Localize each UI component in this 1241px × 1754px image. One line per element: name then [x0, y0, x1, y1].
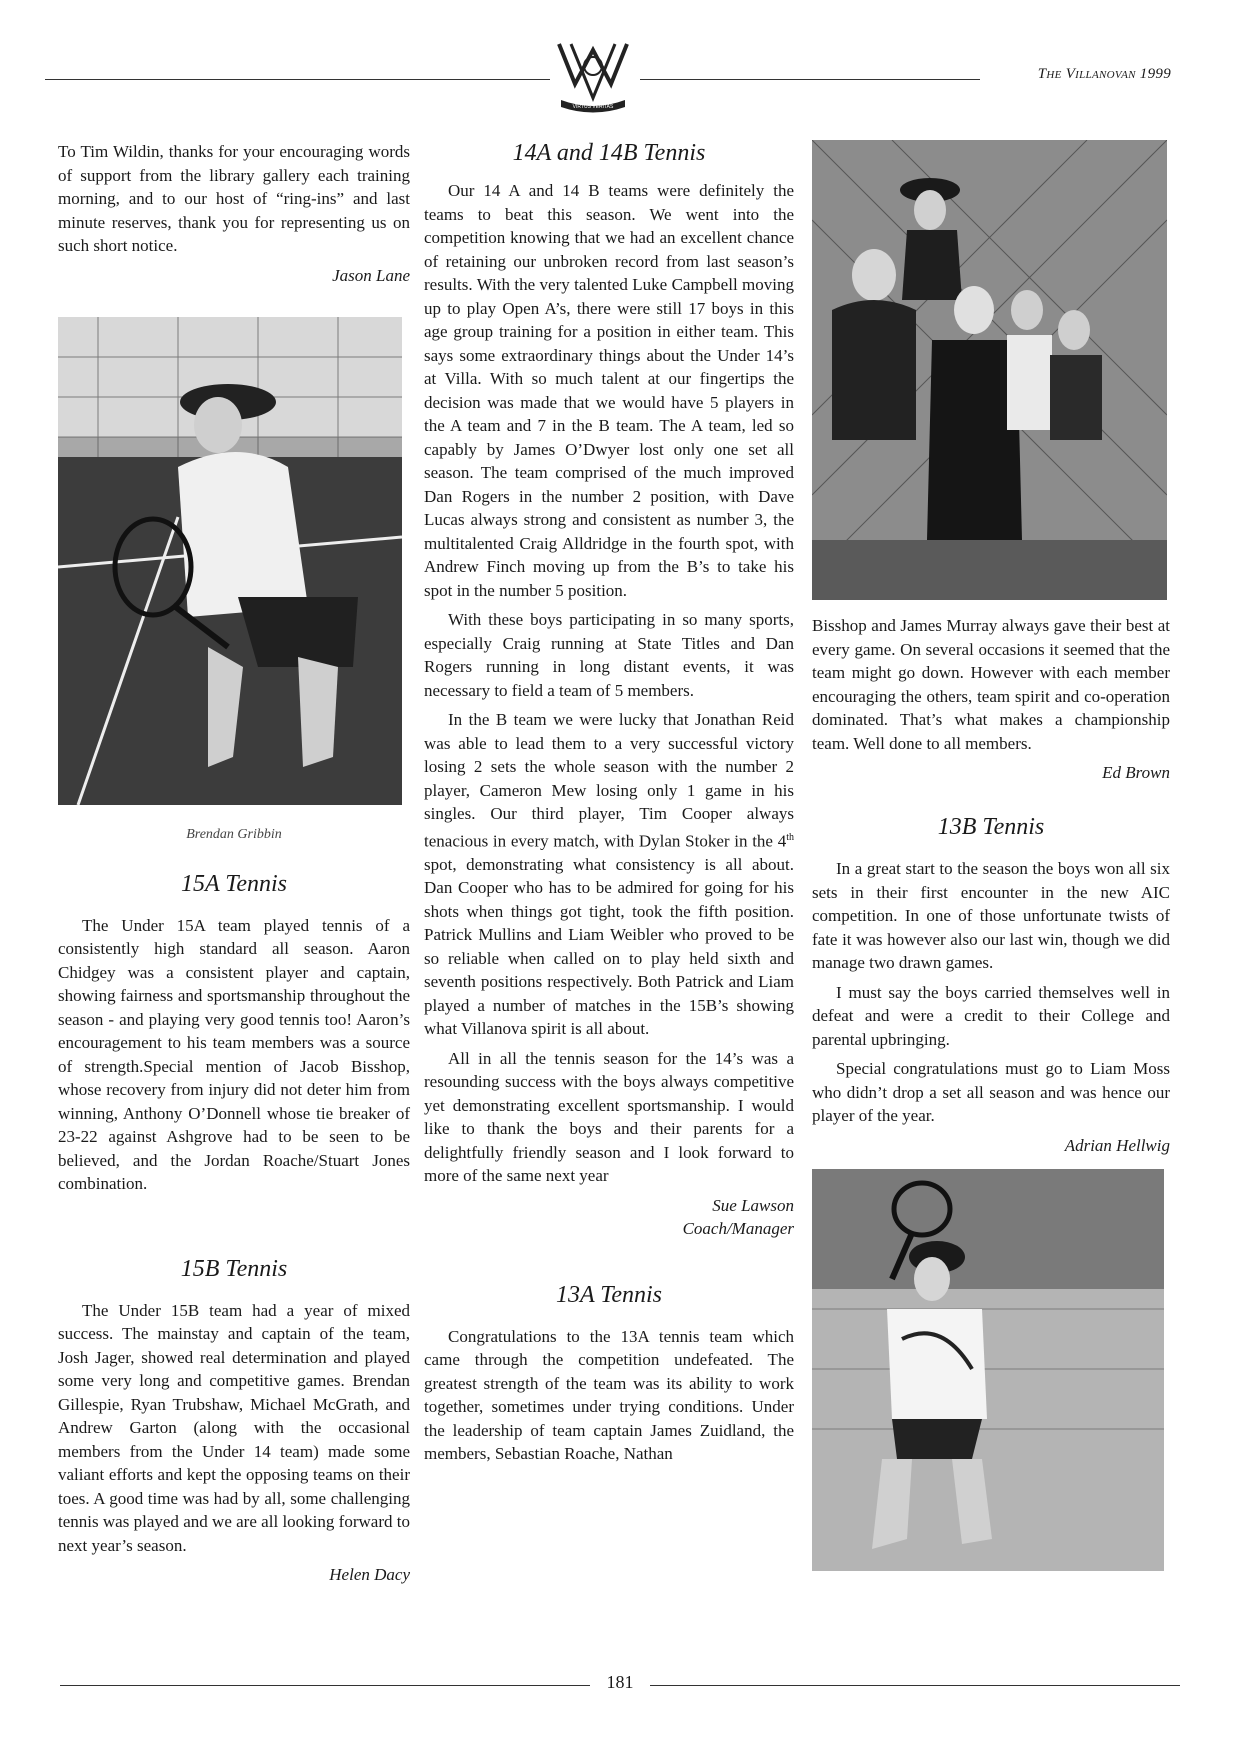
author-13b: Adrian Hellwig [1064, 1135, 1170, 1155]
paragraph-14-3b: spot, demonstrating what consistency is all about. Dan Cooper who has to be admired for going for his shots when things got tight, took the fifth position. Patrick Mullins and Liam Weibler who proved to be so reliable when called on to play held sixth and seventh positions respectively. Both Patrick and Liam played a number of matches in the 15B’s showing what Villanova spirit is all about. [424, 854, 794, 1039]
publication-title: The Villanovan [1037, 66, 1136, 82]
author-14-role: Coach/Manager [682, 1218, 794, 1238]
author-15b: Helen Dacy [329, 1565, 410, 1584]
paragraph-14-2: With these boys participating in so many sports, especially Craig running at State Titles and Dan Rogers running in long distant events, it was necessary to field a team of 5 members. [424, 610, 794, 700]
paragraph-14-1: Our 14 A and 14 B teams were definitely the teams to beat this season. We went into the competition knowing that we had an excellent chance of retaining our unbroken record from last season’s results. With the very talented Luke Campbell moving up to play Open A’s, there were still 17 boys in this age group training for a position in either team. This says some extraordinary things about the Under 14’s at Villa. With so much talent at our fingertips the decision was made that we would have 5 players in the A team and 7 in the B team. The A team, led so capably by James O’Dwyer lost only one set all season. The team comprised of the much improved Dan Rogers in the number 2 position, with Dave Lucas always strong and consistent as number 3, the multitalented Craig Alldridge in the fourth spot, with Andrew Finch moving up from the B’s to take his spot in the number 5 position. [424, 181, 794, 600]
photo-14-team-group [812, 140, 1167, 600]
paragraph-14-3 [424, 708, 794, 1041]
paragraph-15b: The Under 15B team had a year of mixed success. The mainstay and captain of the team, Josh Jager, showed real determination and played some very long and competitive games. Brendan Gillespie, Ryan Trubshaw, Michael McGrath, and Andrew Garton (along with the occasional members from the Under 14 team) made some valiant efforts and kept the opposing teams on their toes. A good time was had by all, some challenging tennis was played and we are all looking forward to next year’s season. [58, 1300, 410, 1555]
paragraph-15a: The Under 15A team played tennis of a consistently high standard all season. Aaron Chidgey was a consistent player and captain, showing fairness and sportsmanship throughout the season - and playing very good tennis too! Aaron’s encouragement to his team members was a source of strength.Special mention of Jacob Bisshop, whose recovery from injury did not deter him from winning, Anthony O’Donnell whose tie breaker of 23-22 against Ashgrove had to be seen to be believed, and the Jordan Roache/Stuart Jones combination. [58, 915, 410, 1193]
footer-rule-right [650, 1685, 1180, 1686]
intro-author: Jason Lane [332, 265, 410, 285]
heading-13a-tennis: 13A Tennis [555, 1281, 663, 1308]
heading-15b-tennis: 15B Tennis [180, 1255, 288, 1282]
column-left [58, 140, 410, 1586]
column-middle [424, 140, 794, 1472]
header-rule-right [640, 79, 980, 80]
heading-13b-tennis: 13B Tennis [937, 814, 1045, 840]
crest-motto: VIRTUS VERITAS [572, 104, 614, 110]
paragraph-13a: Congratulations to the 13A tennis team which came through the competition undefeated. The greatest strength of the team was its ability to work together, sometimes under trying conditions. Under the leadership of team captain James Zuidland, the members, Sebastian Roache, Nathan [424, 1326, 794, 1464]
paragraph-13b-3: Special congratulations must go to Liam Moss who didn’t drop a set all season and was hence our player of the year. [812, 1059, 1170, 1125]
page-number: 181 [606, 1672, 634, 1692]
paragraph-13b-1: In a great start to the season the boys won all six sets in their first encounter in the new AIC competition. In one of those unfortunate twists of fate it was however also our last win, though we did manage two drawn games. [812, 859, 1170, 972]
paragraph-13a-continued: Bisshop and James Murray always gave their best at every game. On several occasions it seemed that the team might go down. However with each member encouraging the others, team spirit and co-operation dominated. That’s what makes a championship team. Well done to all members. [812, 616, 1170, 753]
heading-14ab-tennis: 14A and 14B Tennis [512, 140, 706, 166]
heading-15a-tennis: 15A Tennis [180, 870, 288, 897]
photo-13b-player [812, 1169, 1164, 1571]
author-14: Sue Lawson [712, 1195, 794, 1215]
author-13a: Ed Brown [1102, 763, 1170, 782]
header-rule-left [45, 79, 550, 80]
college-crest-logo [553, 40, 633, 115]
publication-year: 1999 [1139, 66, 1171, 82]
ordinal-suffix: th [786, 831, 794, 843]
column-right [812, 140, 1170, 1571]
paragraph-14-3a: In the B team we were lucky that Jonathan Reid was able to lead them to a very successful victory losing 2 sets the whole season with the number 2 player, Cameron Mew losing only 1 game in his singles. Our third player, Tim Cooper always tenacious in every match, with Dylan Stoker in the 4 [424, 710, 794, 851]
intro-paragraph: To Tim Wildin, thanks for your encouraging words of support from the library gallery each training morning, and to our host of “ring-ins” and last minute reserves, thank you for representing us on such short notice. [58, 142, 410, 255]
photo-caption: Brendan Gribbin [186, 826, 282, 842]
photo-brendan-gribbin [58, 317, 402, 805]
running-header [1038, 66, 1171, 83]
paragraph-13b-2: I must say the boys carried themselves well in defeat and were a credit to their College and parental upbringing. [812, 982, 1170, 1049]
footer-rule-left [60, 1685, 590, 1686]
paragraph-14-4: All in all the tennis season for the 14’s was a resounding success with the boys always competitive yet demonstrating excellent sportsmanship. I would like to thank the boys and their parents for a delightfully friendly season and I look forward to more of the same next year [424, 1048, 794, 1186]
